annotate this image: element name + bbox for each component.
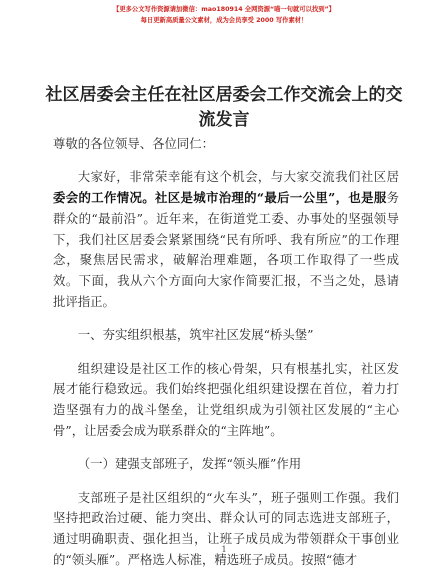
document-body [53, 134, 399, 583]
subsection-heading-1: （一）建强支部班子，发挥“领头雁”作用 [77, 456, 302, 472]
paragraph-branch-team: 支部班子是社区组织的“火车头”，班子强则工作强。我们坚持把政治过硬、能力突出、群众认可的同志选进支部班子，通过明确职责、强化担当，让班子成员成为带领群众干事创业的“领头雁”。严格选人标准，精选班子成员。按照“德才 [53, 489, 399, 568]
document-title: 社区居委会主任在社区居委会工作交流会上的交流发言 [45, 85, 403, 130]
greeting: 尊敬的各位领导、各位同仁： [53, 136, 215, 151]
paragraph-intro-start: 大家好，非常荣幸能有这个机会，与大家交流我们社区居 [77, 169, 399, 185]
page-number: 1 [221, 545, 227, 554]
promo-banner [0, 4, 448, 26]
paragraph-intro [53, 167, 399, 313]
promo-banner-line-1: 【更多公文写作资源请加微信：mao180914 全网资源“喵一句就可以找到”】 [113, 6, 335, 13]
paragraph-intro-rest: 务群众的“最前沿”。近年来，在街道党工委、办事处的坚强领导下，我们社区居委会紧紧围绕“民有所呼、我有所应”的工作理念，聚焦居民需求，破解治理难题，各项工作取得了一些成效。下面，我从六个方面向大家作简要汇报，不当之处，恳请批评指正。 [53, 190, 399, 310]
promo-banner-line-2: 每日更新高质量公文素材，成为会员享受 2000 写作素材！ [140, 17, 308, 24]
paragraph-intro-emphasis: 委会的工作情况。社区是城市治理的“最后一公里”，也是服 [53, 190, 387, 206]
paragraph-organization: 组织建设是社区工作的核心骨架，只有根基扎实，社区发展才能行稳致远。我们始终把强化组织建设摆在首位，着力打造坚强有力的战斗堡垒，让党组织成为引领社区发展的“主心骨”，让居委会成为联系群众的“主阵地”。 [53, 360, 399, 439]
section-heading-1: 一、夯实组织根基，筑牢社区发展“桥头堡” [77, 327, 314, 343]
